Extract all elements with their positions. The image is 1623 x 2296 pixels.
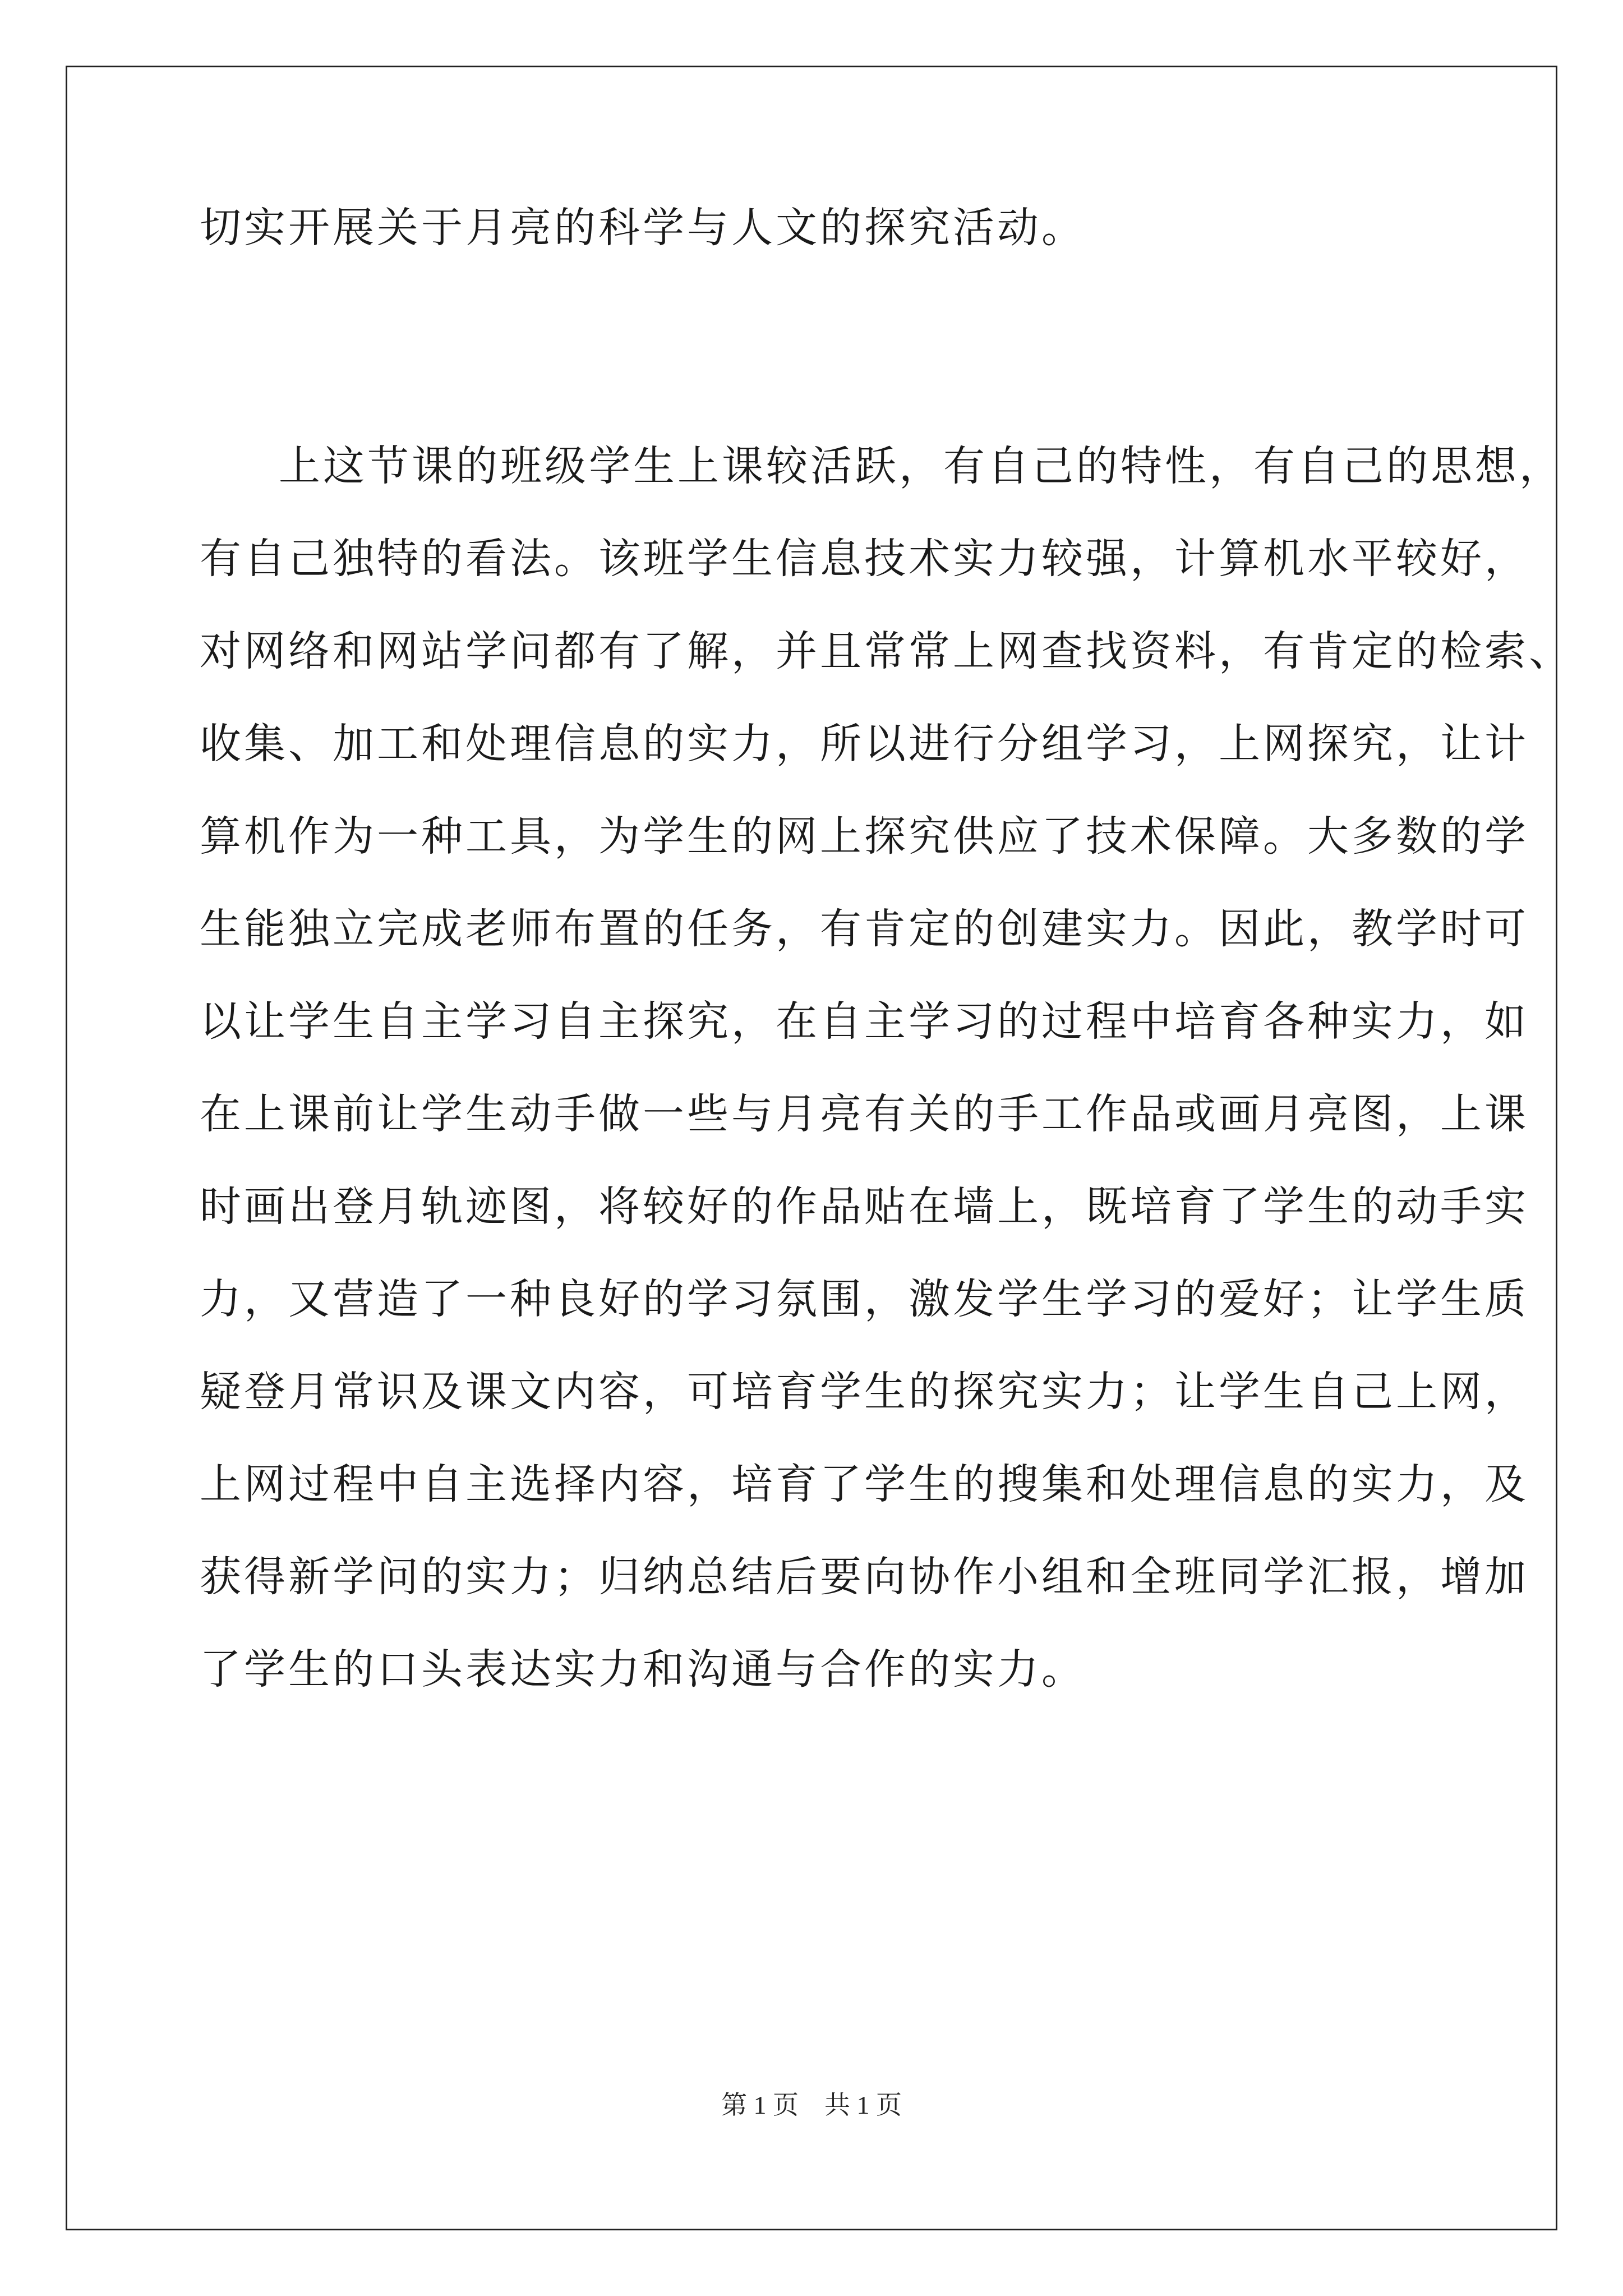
- page-border: [66, 66, 1573, 2230]
- page-number-current: 第 1 页: [721, 2091, 799, 2119]
- paragraph-2-line-9: 时画出登月轨迹图，将较好的作品贴在墙上，既培育了学生的动手实: [200, 1182, 1529, 1231]
- paragraph-2-line-12: 上网过程中自主选择内容，培育了学生的搜集和处理信息的实力，及: [200, 1460, 1529, 1508]
- paragraph-2-line-2: 有自己独特的看法。该班学生信息技术实力较强，计算机水平较好，: [200, 535, 1529, 583]
- paragraph-2-line-14: 了学生的口头表达实力和沟通与合作的实力。: [200, 1645, 1086, 1694]
- page-footer: [0, 2088, 1623, 2122]
- paragraph-1-line-1: 切实开展关于月亮的科学与人文的探究活动。: [200, 204, 1086, 252]
- paragraph-2-line-3: 对网络和网站学问都有了解，并且常常上网查找资料，有肯定的检索、: [200, 627, 1573, 675]
- paragraph-2-line-13: 获得新学问的实力；归纳总结后要向协作小组和全班同学汇报，增加: [200, 1553, 1529, 1601]
- paragraph-2-line-8: 在上课前让学生动手做一些与月亮有关的手工作品或画月亮图，上课: [200, 1090, 1529, 1138]
- page-number-total: 共 1 页: [824, 2091, 902, 2119]
- paragraph-2-line-10: 力，又营造了一种良好的学习氛围，激发学生学习的爱好；让学生质: [200, 1275, 1529, 1323]
- paragraph-2-line-11: 疑登月常识及课文内容，可培育学生的探究实力；让学生自己上网，: [200, 1368, 1529, 1416]
- paragraph-2-line-5: 算机作为一种工具，为学生的网上探究供应了技术保障。大多数的学: [200, 812, 1529, 861]
- paragraph-2-line-6: 生能独立完成老师布置的任务，有肯定的创建实力。因此，教学时可: [200, 905, 1529, 953]
- paragraph-2-line-1: 上这节课的班级学生上课较活跃，有自己的特性，有自己的思想，: [279, 442, 1564, 490]
- paragraph-2-line-4: 收集、加工和处理信息的实力，所以进行分组学习，上网探究，让计: [200, 720, 1529, 768]
- paragraph-2-line-7: 以让学生自主学习自主探究，在自主学习的过程中培育各种实力，如: [200, 997, 1529, 1046]
